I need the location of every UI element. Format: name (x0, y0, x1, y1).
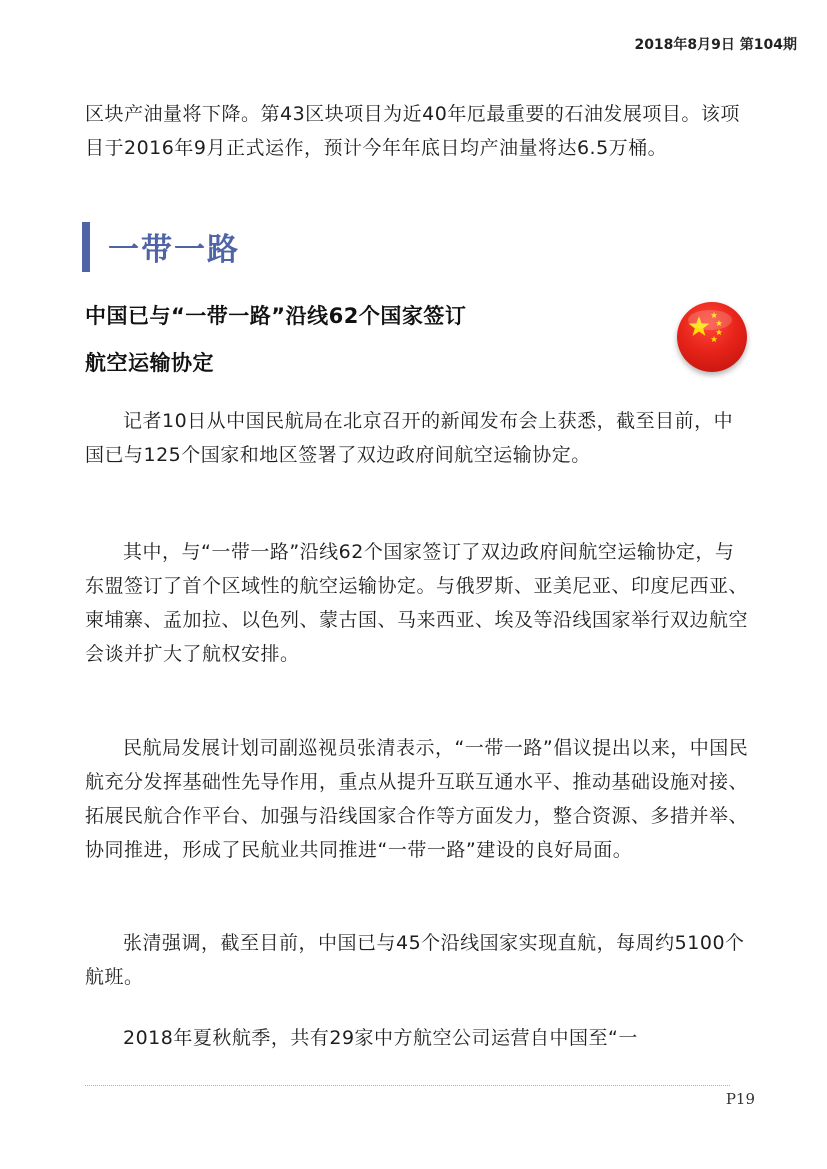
page-number: P19 (725, 1090, 755, 1108)
intro-paragraph: 区块产油量将下降。第43区块项目为近40年厄最重要的石油发展项目。该项目于2016年9月正式运作，预计今年年底日均产油量将达6.5万桶。 (85, 103, 740, 159)
article-paragraph-2: 其中，与“一带一路”沿线62个国家签订了双边政府间航空运输协定，与东盟签订了首个区域性的航空运输协定。与俄罗斯、亚美尼亚、印度尼西亚、柬埔寨、孟加拉、以色列、蒙古国、马来西亚、埃及等沿线国家举行双边航空会谈并扩大了航权安排。 (85, 541, 749, 665)
issue-date: 2018年8月9日 第104期 (634, 37, 797, 53)
article-paragraph-4: 张清强调，截至目前，中国已与45个沿线国家实现直航，每周约5100个航班。 (85, 932, 745, 988)
article-title-line1: 中国已与“一带一路”沿线62个国家签订 (85, 304, 467, 328)
article-paragraph-1: 记者10日从中国民航局在北京召开的新闻发布会上获悉，截至目前，中国已与125个国家和地区签署了双边政府间航空运输协定。 (85, 410, 734, 466)
footer-divider (85, 1085, 730, 1086)
section-accent-bar (82, 222, 90, 272)
article-paragraph-3: 民航局发展计划司副巡视员张清表示，“一带一路”倡议提出以来，中国民航充分发挥基础性先导作用，重点从提升互联互通水平、推动基础设施对接、拓展民航合作平台、加强与沿线国家合作等方面发力，整合资源、多措并举、协同推进，形成了民航业共同推进“一带一路”建设的良好局面。 (85, 737, 749, 861)
article-paragraph-5: 2018年夏秋航季，共有29家中方航空公司运营自中国至“一 (123, 1027, 638, 1049)
article-title-line2: 航空运输协定 (85, 351, 214, 375)
china-flag-icon (677, 302, 747, 372)
section-title: 一带一路 (108, 232, 240, 268)
